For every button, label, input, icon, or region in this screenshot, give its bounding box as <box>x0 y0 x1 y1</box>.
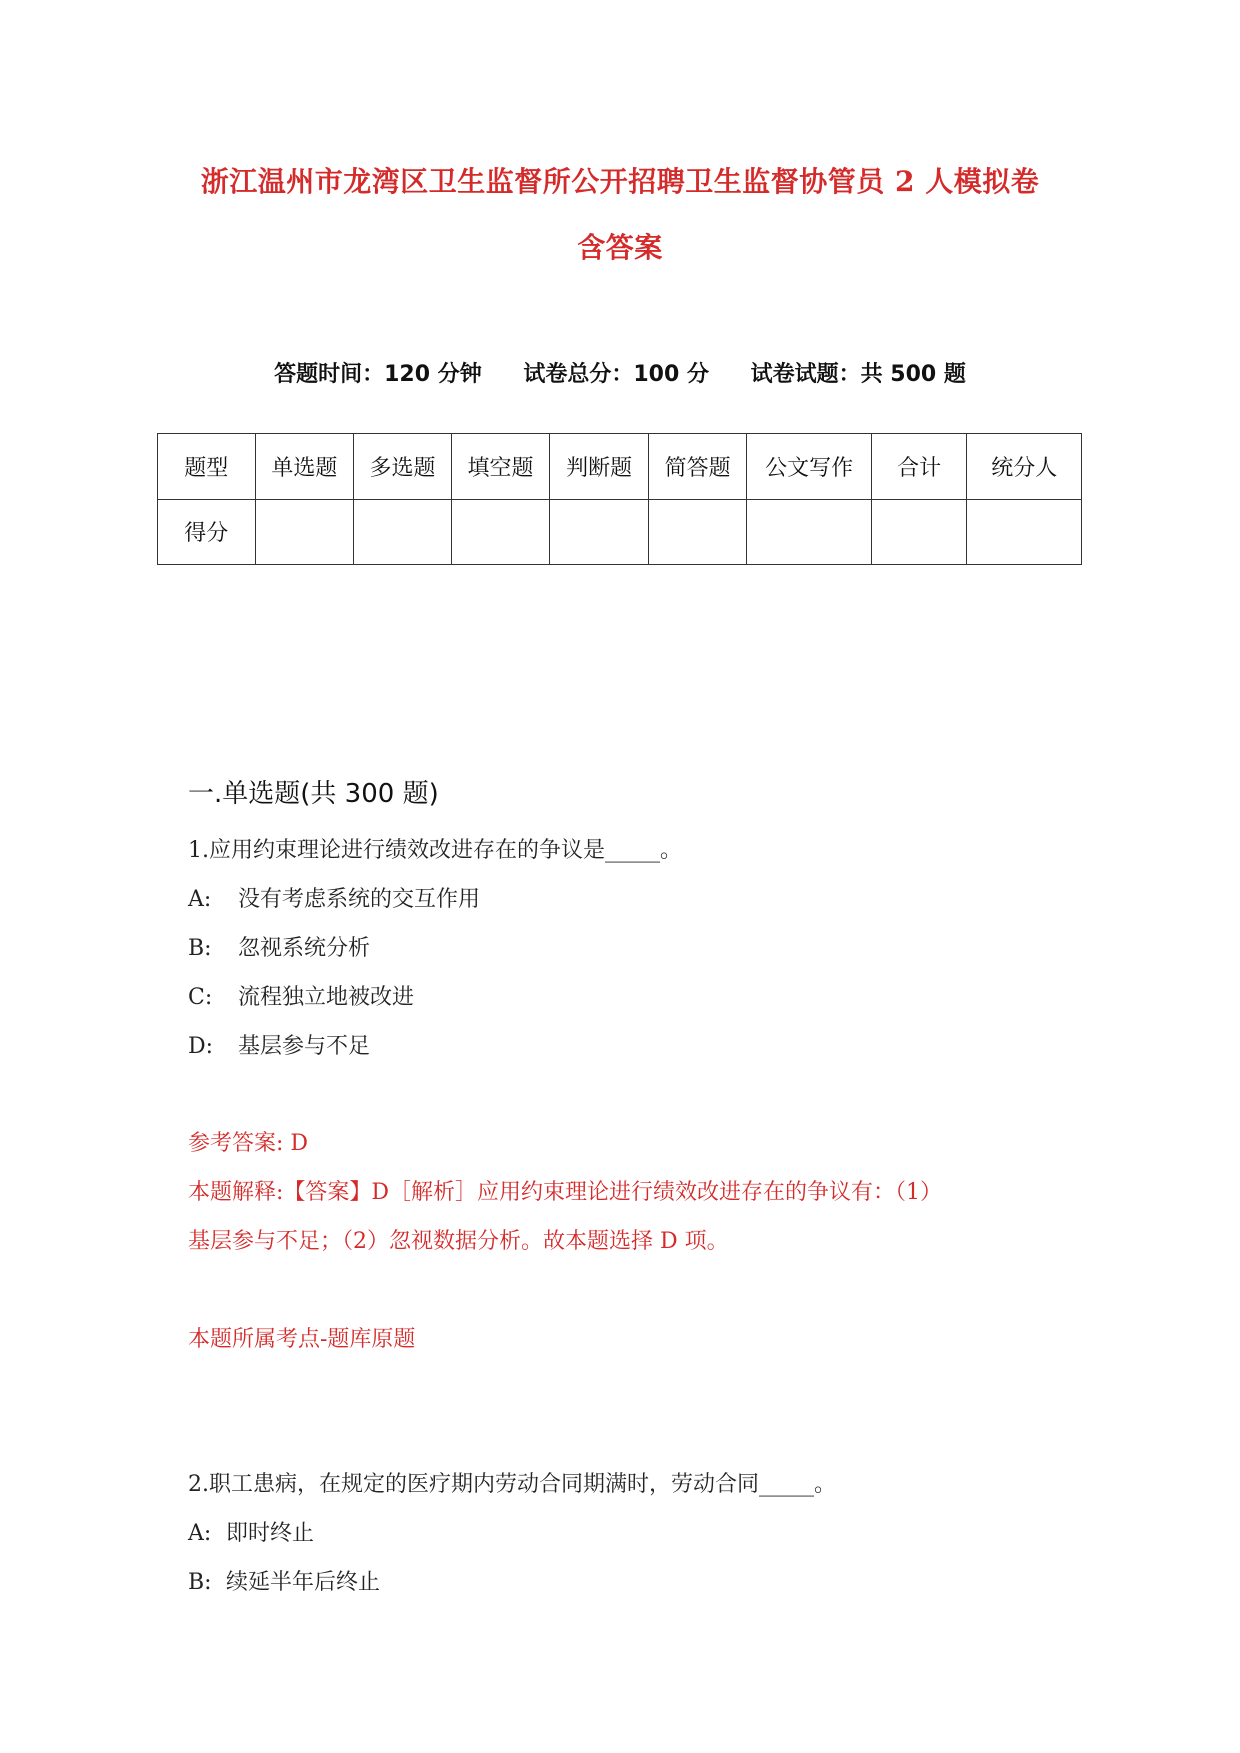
score-cell-scorer <box>967 499 1082 565</box>
score-cell-total <box>871 499 967 565</box>
option-key: B: <box>188 936 212 961</box>
option-text: 没有考虑系统的交互作用 <box>238 887 481 912</box>
section-heading: 一.单选题(共 300 题) <box>188 779 439 809</box>
question-1-topic: 本题所属考点-题库原题 <box>188 1327 416 1352</box>
exam-question-count: 试卷试题：共 500 题 <box>750 362 966 387</box>
header-cell-writing: 公文写作 <box>747 434 871 500</box>
question-1-explanation-line2: 基层参与不足；（2）忽视数据分析。故本题选择 D 项。 <box>188 1229 729 1254</box>
option-key: B: <box>188 1570 212 1595</box>
option-key: C: <box>188 985 213 1010</box>
option-text: 即时终止 <box>226 1521 315 1546</box>
score-cell-multi <box>354 499 452 565</box>
document-title-line2: 含答案 <box>577 231 663 264</box>
header-cell-fill: 填空题 <box>451 434 550 500</box>
exam-meta <box>0 357 1240 388</box>
header-cell-type: 题型 <box>158 434 256 500</box>
score-cell-writing <box>747 499 871 565</box>
document-title-line1: 浙江温州市龙湾区卫生监督所公开招聘卫生监督协管员 2 人模拟卷 <box>200 165 1040 198</box>
question-1-option-d <box>188 1029 370 1060</box>
question-2-stem: 2.职工患病，在规定的医疗期内劳动合同期满时，劳动合同_____。 <box>188 1472 836 1497</box>
question-1-option-a <box>188 882 480 913</box>
question-1-option-b <box>188 931 370 962</box>
option-key: A: <box>188 887 212 912</box>
score-table <box>157 433 1082 565</box>
score-cell-fill <box>451 499 550 565</box>
header-cell-multi: 多选题 <box>354 434 452 500</box>
header-cell-scorer: 统分人 <box>967 434 1082 500</box>
option-text: 忽视系统分析 <box>238 936 371 961</box>
question-2-option-b <box>188 1565 380 1596</box>
exam-time: 答题时间：120 分钟 <box>274 362 482 387</box>
option-text: 基层参与不足 <box>238 1034 371 1059</box>
option-key: A: <box>188 1521 212 1546</box>
row-label-score: 得分 <box>158 499 256 565</box>
header-cell-judge: 判断题 <box>550 434 649 500</box>
score-cell-judge <box>550 499 649 565</box>
header-cell-total: 合计 <box>871 434 967 500</box>
header-cell-single: 单选题 <box>255 434 354 500</box>
option-text: 续延半年后终止 <box>226 1570 381 1595</box>
exam-total-score: 试卷总分：100 分 <box>523 362 709 387</box>
option-text: 流程独立地被改进 <box>238 985 415 1010</box>
question-1-stem: 1.应用约束理论进行绩效改进存在的争议是_____。 <box>188 838 682 863</box>
score-cell-short <box>648 499 747 565</box>
header-cell-short: 简答题 <box>648 434 747 500</box>
option-key: D: <box>188 1034 214 1059</box>
score-table-score-row <box>158 499 1082 565</box>
score-cell-single <box>255 499 354 565</box>
question-1-answer: 参考答案: D <box>188 1131 309 1156</box>
question-1-explanation-line1: 本题解释:【答案】D［解析］应用约束理论进行绩效改进存在的争议有：（1） <box>188 1180 943 1205</box>
question-1-option-c <box>188 980 414 1011</box>
question-2-option-a <box>188 1516 314 1547</box>
score-table-header-row <box>158 434 1082 500</box>
